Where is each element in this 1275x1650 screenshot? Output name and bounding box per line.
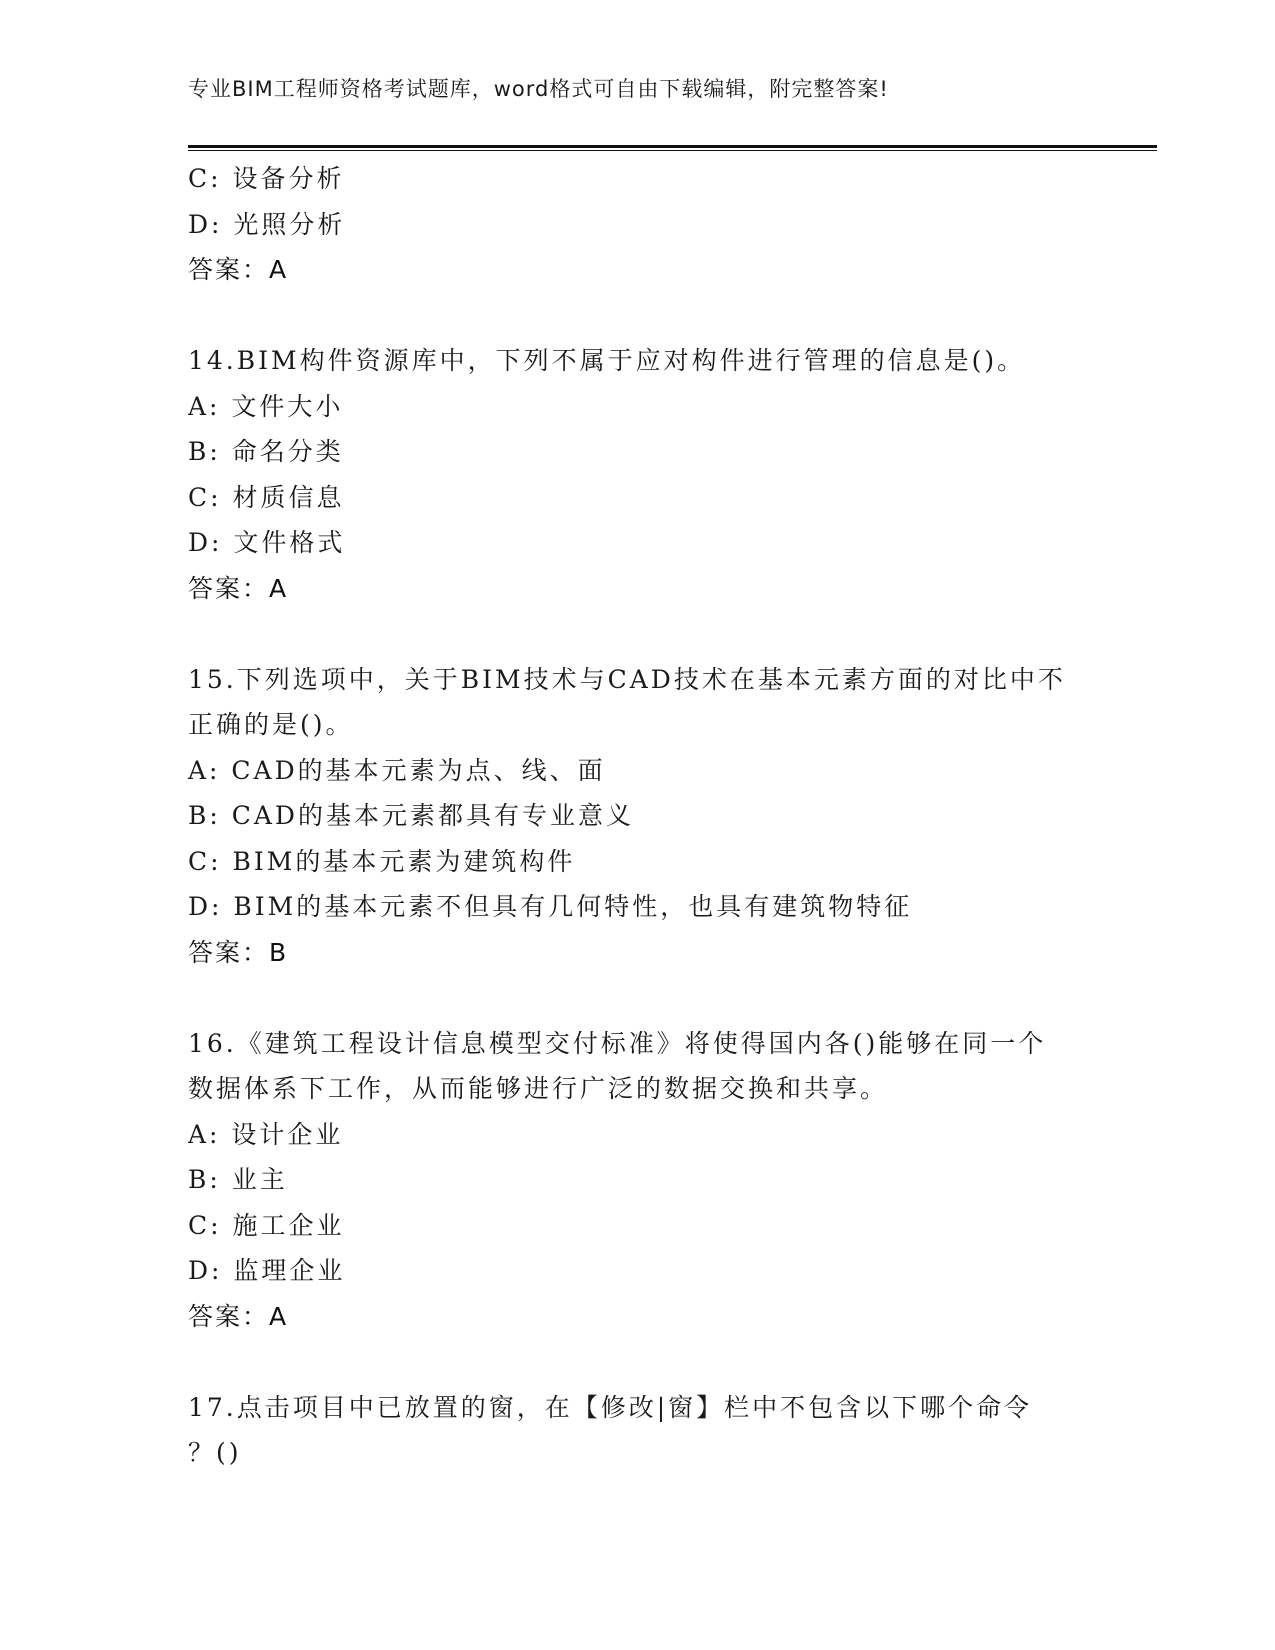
question-15 bbox=[188, 657, 1088, 976]
option-line: C: 设备分析 bbox=[188, 164, 345, 193]
question-17 bbox=[188, 1385, 1088, 1476]
option-line: C: 材质信息 bbox=[188, 482, 345, 512]
option-line: D: 文件格式 bbox=[188, 528, 346, 557]
spacer bbox=[188, 293, 1088, 339]
header-divider-thick bbox=[188, 145, 1157, 148]
question-16 bbox=[188, 1021, 1088, 1340]
option-line: A: 文件大小 bbox=[188, 391, 344, 421]
option-line: D: 监理企业 bbox=[188, 1256, 346, 1285]
answer-line: 答案：A bbox=[188, 1301, 289, 1331]
question-stem: 17.点击项目中已放置的窗，在【修改|窗】栏中不包含以下哪个命令 bbox=[188, 1392, 1033, 1422]
question-stem: 正确的是()。 bbox=[188, 710, 354, 739]
carryover-block bbox=[188, 156, 1088, 293]
spacer bbox=[188, 975, 1088, 1021]
answer-line: 答案：A bbox=[188, 255, 289, 284]
question-stem: 15.下列选项中，关于BIM技术与CAD技术在基本元素方面的对比中不 bbox=[188, 664, 1066, 694]
header-divider bbox=[188, 145, 1157, 151]
question-stem: 14.BIM构件资源库中，下列不属于应对构件进行管理的信息是()。 bbox=[188, 346, 1026, 375]
option-line: B: 业主 bbox=[188, 1165, 288, 1194]
option-line: C: 施工企业 bbox=[188, 1210, 345, 1240]
question-stem: 16.《建筑工程设计信息模型交付标准》将使得国内各()能够在同一个 bbox=[188, 1028, 1047, 1058]
question-content bbox=[188, 156, 1088, 1476]
question-stem: 数据体系下工作，从而能够进行广泛的数据交换和共享。 bbox=[188, 1074, 889, 1103]
option-line: B: CAD的基本元素都具有专业意义 bbox=[188, 801, 634, 830]
question-14 bbox=[188, 338, 1088, 611]
page-header: 专业BIM工程师资格考试题库，word格式可自由下载编辑，附完整答案! bbox=[188, 77, 889, 101]
spacer bbox=[188, 1339, 1088, 1385]
option-line: B: 命名分类 bbox=[188, 437, 344, 466]
question-stem: ？() bbox=[188, 1438, 242, 1467]
option-line: A: 设计企业 bbox=[188, 1119, 344, 1149]
option-line: A: CAD的基本元素为点、线、面 bbox=[188, 755, 606, 785]
option-line: C: BIM的基本元素为建筑构件 bbox=[188, 846, 576, 876]
spacer bbox=[188, 611, 1088, 657]
answer-line: 答案：A bbox=[188, 573, 289, 603]
answer-line: 答案：B bbox=[188, 937, 289, 967]
header-divider-thin bbox=[188, 150, 1157, 151]
option-line: D: 光照分析 bbox=[188, 209, 346, 239]
option-line: D: BIM的基本元素不但具有几何特性，也具有建筑物特征 bbox=[188, 892, 913, 921]
